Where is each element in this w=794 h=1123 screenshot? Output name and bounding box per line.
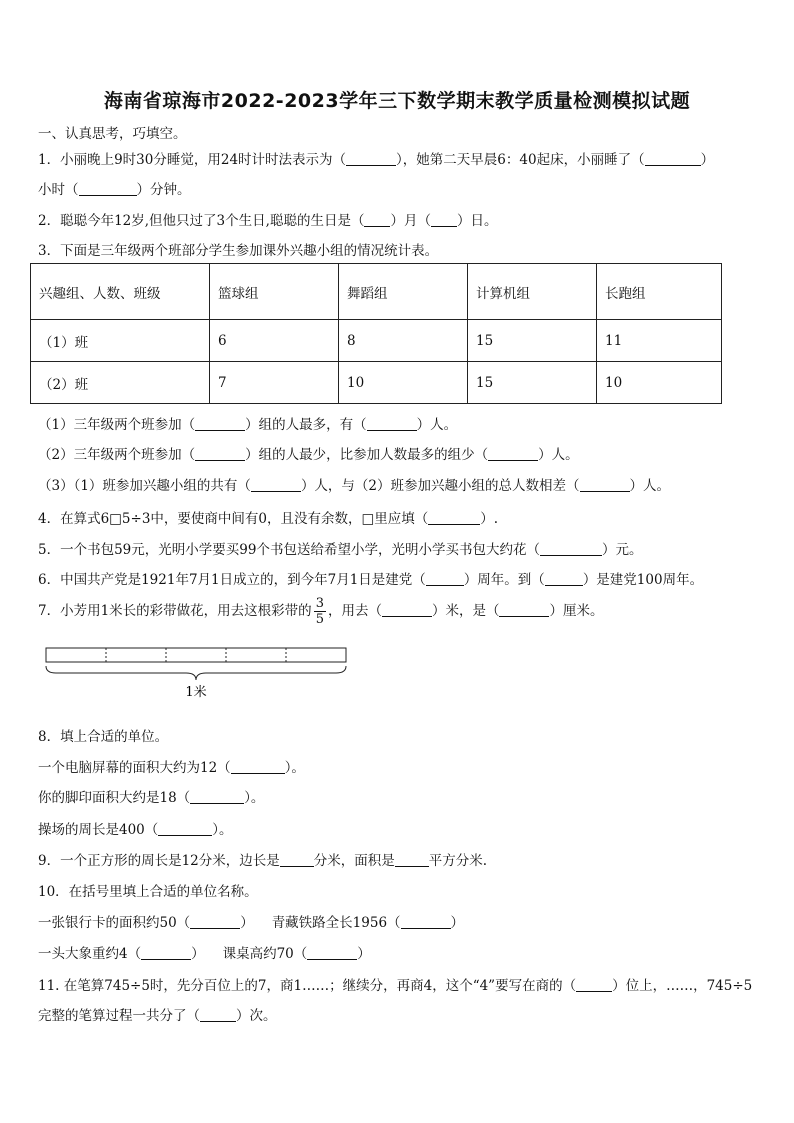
fraction: $\frac{3}{5}$ — [315, 596, 324, 627]
question-7: 7．小芳用1米长的彩带做花，用去这根彩带的 $\frac{3}{5}$ ，用去（ ）米，是（ ）厘米。 — [38, 596, 604, 627]
question-6: 6．中国共产党是1921年7月1日成立的，到今年7月1日是建党（ ）周年。到（ ）是建党100周年。 — [38, 572, 704, 588]
answer-blank[interactable] — [190, 914, 240, 929]
question-3-part-1: （1）三年级两个班参加（ ）组的人最多，有（ ）人。 — [38, 417, 458, 433]
question-3-part-2: （2）三年级两个班参加（ ）组的人最少，比参加人数最多的组少（ ）人。 — [38, 447, 579, 463]
answer-blank[interactable] — [576, 977, 612, 992]
answer-blank[interactable] — [251, 477, 301, 492]
question-3: 3．下面是三年级两个班部分学生参加课外兴趣小组的情况统计表。 — [38, 243, 439, 259]
table-cell: 15 — [468, 320, 597, 362]
table-header-cell: 兴趣组、人数、班级 — [31, 264, 210, 320]
answer-blank[interactable] — [488, 446, 538, 461]
table-cell: （1）班 — [31, 320, 210, 362]
section-heading: 一、认真思考，巧填空。 — [38, 126, 187, 142]
question-10: 10．在括号里填上合适的单位名称。 — [38, 884, 258, 900]
statistics-table — [30, 263, 722, 404]
answer-blank[interactable] — [200, 1007, 236, 1022]
table-cell: 6 — [210, 320, 339, 362]
answer-blank[interactable] — [431, 212, 457, 227]
question-11-line-2: 完整的笔算过程一共分了（ ）次。 — [38, 1008, 277, 1024]
answer-blank[interactable] — [645, 151, 701, 166]
answer-blank[interactable] — [545, 571, 583, 586]
answer-blank[interactable] — [540, 541, 602, 556]
table-header-cell: 计算机组 — [468, 264, 597, 320]
table-header-cell: 长跑组 — [597, 264, 722, 320]
brace — [46, 666, 346, 680]
question-8-part-3: 操场的周长是400（ ）。 — [38, 822, 233, 838]
answer-blank[interactable] — [428, 510, 480, 525]
table-header-cell: 舞蹈组 — [339, 264, 468, 320]
answer-blank[interactable] — [280, 852, 314, 867]
ribbon-diagram — [44, 646, 348, 706]
answer-blank[interactable] — [141, 945, 191, 960]
question-8-part-1: 一个电脑屏幕的面积大约为12（ ）。 — [38, 760, 305, 776]
answer-blank[interactable] — [364, 212, 390, 227]
answer-blank[interactable] — [499, 602, 549, 617]
question-2: 2．聪聪今年12岁,但他只过了3个生日,聪聪的生日是（ ）月（ ）日。 — [38, 213, 498, 229]
answer-blank[interactable] — [231, 759, 285, 774]
answer-blank[interactable] — [79, 181, 137, 196]
answer-blank[interactable] — [195, 416, 245, 431]
table-cell: 10 — [597, 362, 722, 404]
answer-blank[interactable] — [158, 821, 212, 836]
answer-blank[interactable] — [382, 602, 432, 617]
table-header-row — [31, 264, 722, 320]
question-10-line-1: 一张银行卡的面积约50（ ） 青藏铁路全长1956（ ） — [38, 915, 465, 931]
answer-blank[interactable] — [307, 945, 357, 960]
question-8-part-2: 你的脚印面积大约是18（ ）。 — [38, 790, 265, 806]
question-1-line-2: 小时（ ）分钟。 — [38, 182, 191, 198]
table-cell: 7 — [210, 362, 339, 404]
answer-blank[interactable] — [395, 852, 429, 867]
question-11-line-1: 11. 在笔算745÷5时，先分百位上的7，商1……；继续分，再商4，这个“4”要写在商的（ ）位上，……，745÷5 — [38, 978, 753, 994]
question-5: 5．一个书包59元，光明小学要买99个书包送给希望小学，光明小学买书包大约花（ ）元。 — [38, 542, 643, 558]
ribbon-length-label: 1米 — [185, 685, 207, 700]
table-header-cell: 篮球组 — [210, 264, 339, 320]
table-cell: 8 — [339, 320, 468, 362]
question-8: 8．填上合适的单位。 — [38, 729, 169, 745]
table-cell: 11 — [597, 320, 722, 362]
question-10-line-2: 一头大象重约4（ ） 课桌高约70（ ） — [38, 946, 371, 962]
question-1-line-1: 1．小丽晚上9时30分睡觉，用24时计时法表示为（ ），她第二天早晨6：40起床，小丽睡了（ ） — [38, 152, 715, 168]
table-cell: （2）班 — [31, 362, 210, 404]
answer-blank[interactable] — [190, 789, 244, 804]
table-cell: 10 — [339, 362, 468, 404]
answer-blank[interactable] — [346, 151, 396, 166]
ribbon-bar — [46, 648, 346, 662]
answer-blank[interactable] — [367, 416, 417, 431]
answer-blank[interactable] — [580, 477, 630, 492]
answer-blank[interactable] — [401, 914, 451, 929]
page-title: 海南省琼海市2022-2023学年三下数学期末教学质量检测模拟试题 — [103, 90, 691, 112]
answer-blank[interactable] — [195, 446, 245, 461]
table-row — [31, 362, 722, 404]
answer-blank[interactable] — [426, 571, 464, 586]
table-cell: 15 — [468, 362, 597, 404]
table-row — [31, 320, 722, 362]
question-4: 4．在算式6□5÷3中，要使商中间有0，且没有余数，□里应填（ ）. — [38, 511, 499, 527]
question-9: 9．一个正方形的周长是12分米，边长是 分米，面积是 平方分米. — [38, 853, 488, 869]
question-3-part-3: （3）（1）班参加兴趣小组的共有（ ）人，与（2）班参加兴趣小组的总人数相差（ ）人。 — [38, 478, 671, 494]
